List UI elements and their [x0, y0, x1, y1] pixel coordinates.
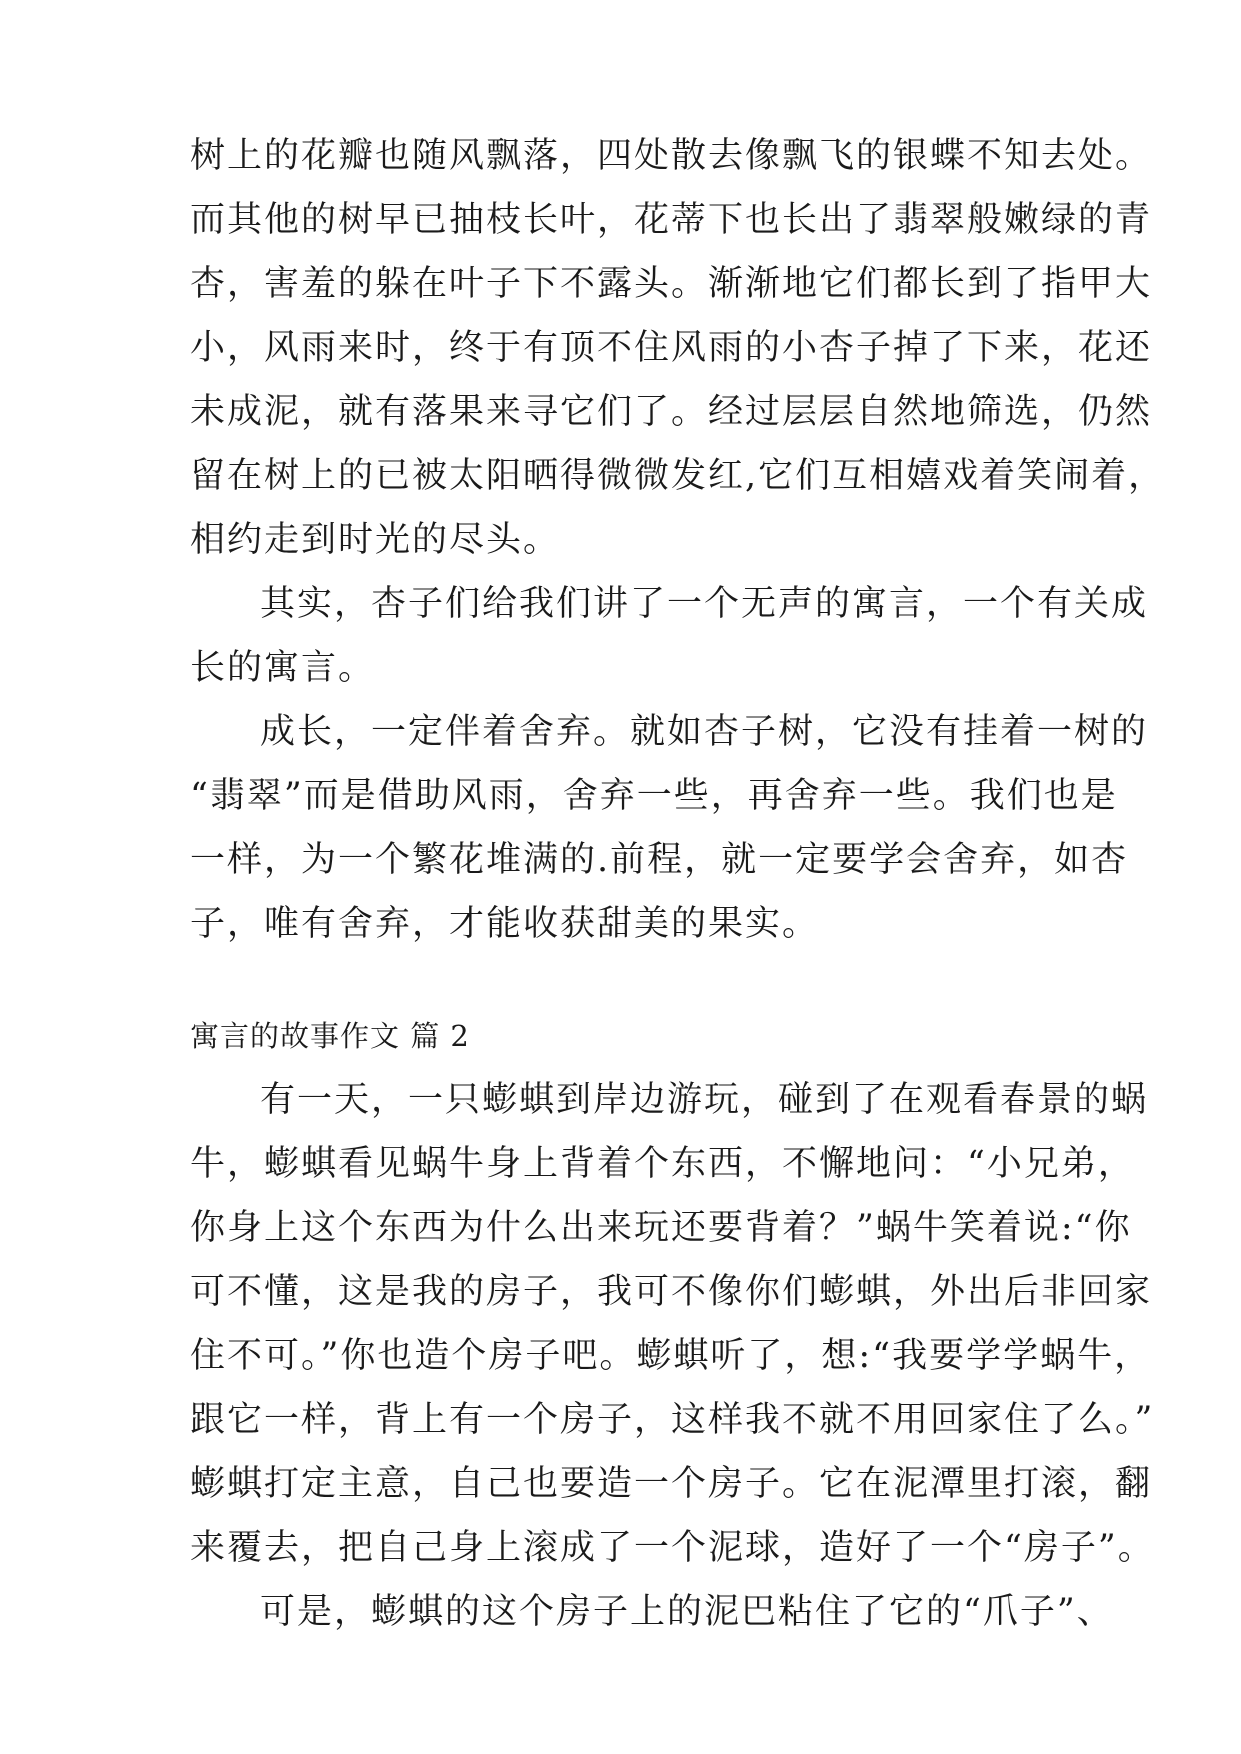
paragraph-line: 住不可。”你也造个房子吧。蟛蜞听了，想:“我要学学蜗牛，: [190, 1336, 1152, 1376]
paragraph-line: 你身上这个东西为什么出来玩还要背着？”蜗牛笑着说:“你: [190, 1208, 1132, 1248]
paragraph-line: 杏，害羞的躲在叶子下不露头。渐渐地它们都长到了指甲大: [190, 264, 1153, 304]
section-heading: 寓言的故事作文 篇 2: [190, 1019, 470, 1053]
paragraph-line: 来覆去，把自己身上滚成了一个泥球，造好了一个“房子”。: [190, 1528, 1155, 1568]
paragraph-line: 有一天，一只蟛蜞到岸边游玩，碰到了在观看春景的蜗: [260, 1080, 1149, 1120]
paragraph-line: 跟它一样，背上有一个房子，这样我不就不用回家住了么。”: [190, 1400, 1155, 1440]
paragraph-line: 子，唯有舍弃，才能收获甜美的果实。: [190, 904, 820, 944]
paragraph-line: 可不懂，这是我的房子，我可不像你们蟛蜞，外出后非回家: [190, 1272, 1153, 1312]
paragraph-line: 牛，蟛蜞看见蜗牛身上背着个东西，不懈地问：“小兄弟，: [190, 1144, 1135, 1184]
paragraph-line: 相约走到时光的尽头。: [190, 520, 561, 560]
paragraph-line: 成长，一定伴着舍弃。就如杏子树，它没有挂着一树的: [260, 712, 1149, 752]
paragraph-line: 留在树上的已被太阳晒得微微发红,它们互相嬉戏着笑闹着，: [190, 456, 1166, 496]
paragraph-line: 未成泥，就有落果来寻它们了。经过层层自然地筛选，仍然: [190, 392, 1153, 432]
paragraph-line: 长的寓言。: [190, 648, 376, 688]
paragraph-line: 蟛蜞打定主意，自己也要造一个房子。它在泥潭里打滚，翻: [190, 1464, 1153, 1504]
paragraph-line: 可是，蟛蜞的这个房子上的泥巴粘住了它的“爪子”、: [260, 1592, 1114, 1632]
paragraph-line: 小，风雨来时，终于有顶不住风雨的小杏子掉了下来，花还: [190, 328, 1153, 368]
paragraph-line: 树上的花瓣也随风飘落，四处散去像飘飞的银蝶不知去处。: [190, 136, 1153, 176]
paragraph-line: 其实，杏子们给我们讲了一个无声的寓言，一个有关成: [260, 584, 1149, 624]
paragraph-line: “翡翠”而是借助风雨，舍弃一些，再舍弃一些。我们也是: [190, 776, 1118, 816]
paragraph-line: 而其他的树早已抽枝长叶，花蒂下也长出了翡翠般嫩绿的青: [190, 200, 1153, 240]
paragraph-line: 一样，为一个繁花堆满的.前程，就一定要学会舍弃，如杏: [190, 840, 1129, 880]
